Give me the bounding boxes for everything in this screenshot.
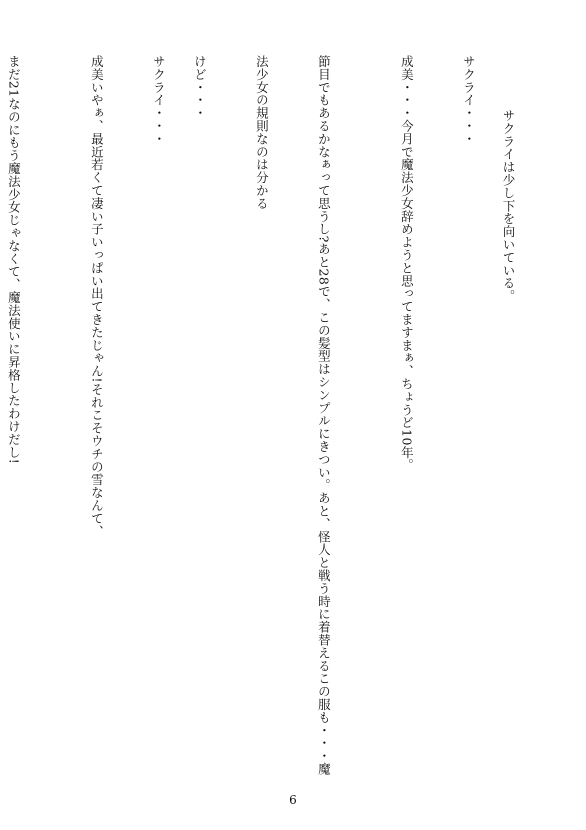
blank-line bbox=[478, 55, 498, 775]
page-number: 6 bbox=[289, 793, 297, 807]
dialogue-line bbox=[416, 55, 478, 775]
dialogue-text: ・・・ bbox=[461, 106, 477, 146]
dialogue-text: ・・・ bbox=[151, 106, 167, 146]
speaker-name: サクライ bbox=[151, 55, 167, 107]
dialogue-text: ・・・今月で魔法少女辞めようと思ってますまぁ、ちょうど10年。 bbox=[399, 80, 415, 472]
dialogue-line bbox=[354, 55, 416, 775]
stage-direction-text: サクライは少し下を向いている。 bbox=[501, 109, 516, 303]
dialogue-text: まだ21なのにもう魔法少女じゃなくて、魔法使いに昇格したわけだし! bbox=[6, 55, 22, 465]
dialogue-continuation bbox=[168, 55, 230, 775]
dialogue-text: 節目でもあるかなぁって思うし?あと28で、この髪型はシンプルにきつい。あと、怪人と戦う時に着替えるこの服も・・・魔 bbox=[316, 55, 332, 776]
speaker-name: サクライ bbox=[461, 55, 477, 107]
script-body bbox=[0, 55, 518, 775]
speaker-name: 成美 bbox=[399, 55, 415, 81]
dialogue-text: いやぁ、最近若くて凄い子いっぱい出てきたじゃん!それこそウチの雪なんて、 bbox=[89, 80, 105, 538]
dialogue-continuation bbox=[0, 55, 44, 775]
dialogue-continuation bbox=[230, 55, 292, 775]
dialogue-text: 法少女の規則なのは分かる bbox=[254, 55, 270, 210]
speaker-name: 成美 bbox=[89, 55, 105, 81]
dialogue-line bbox=[44, 55, 106, 775]
dialogue-continuation bbox=[292, 55, 354, 775]
dialogue-text: けど・・・ bbox=[192, 55, 208, 120]
stage-direction bbox=[498, 55, 518, 775]
dialogue-line bbox=[106, 55, 168, 775]
